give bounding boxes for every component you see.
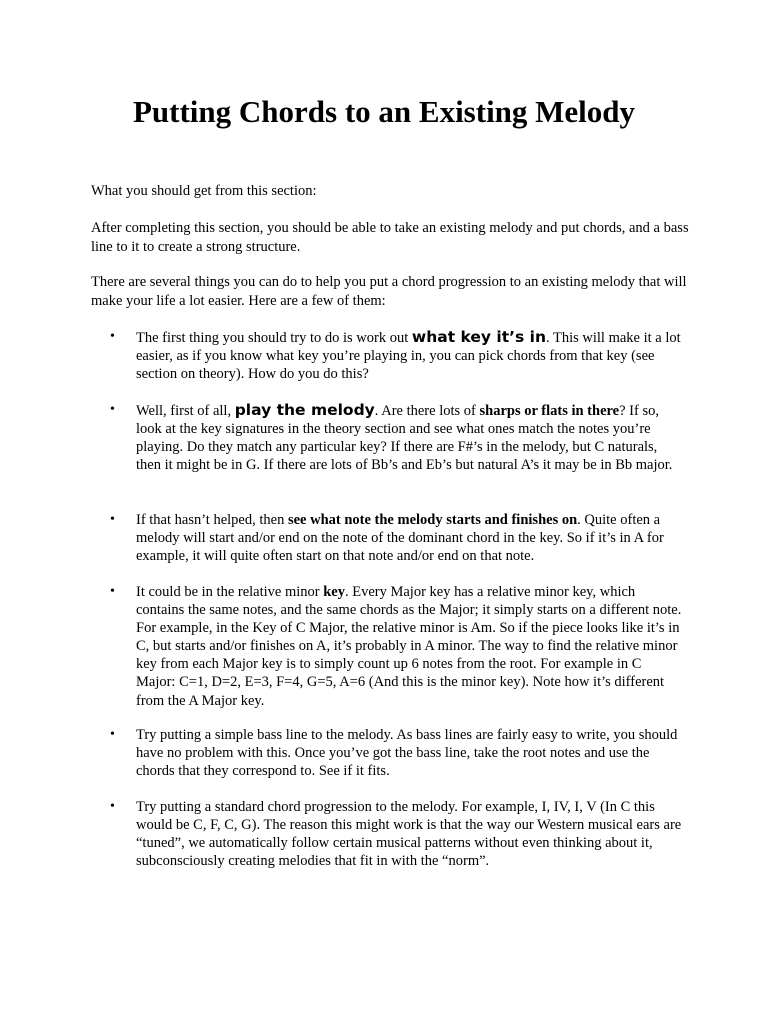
list-item-text: If that hasn’t helped, then	[136, 512, 288, 528]
list-item-text: Try putting a simple bass line to the melody. As bass lines are fairly easy to write, you should have no problem with this. Once you’ve got the bass line, take the root notes and use the chords that they correspond to. See if it fits.	[136, 727, 678, 780]
list-item	[110, 511, 684, 565]
list-item-text: ? If so, look at the key signatures in the theory section and see what ones match the notes you’re playing. Do they match any particular key? If there are F#’s in the melody, but C naturals, then it might be in G. If there are lots of Bb’s and Eb’s but natural A’s it may be in Bb major.	[136, 403, 673, 474]
bullet-marker: •	[110, 799, 115, 814]
bullet-marker: •	[110, 512, 115, 527]
list-item	[110, 583, 684, 710]
bullet-marker: •	[110, 402, 115, 417]
bullet-marker: •	[110, 329, 115, 344]
list-item-text: Try putting a standard chord progression to the melody. For example, I, IV, I, V (In C this would be C, F, C, G). The reason this might work is that the way our Western musical ears are “tuned”, we automatically follow certain musical patterns without even thinking about it, subconsciously creating melodies that fit in with the “norm”.	[136, 799, 682, 870]
intro-heading: What you should get from this section:	[91, 183, 317, 199]
list-item-text: . Are there lots of	[374, 403, 480, 419]
list-item-text: . This will make it a lot easier, as if you know what key you’re playing in, you can pick chords from that key (see section on theory). How do you do this?	[136, 330, 681, 383]
lead-paragraph: There are several things you can do to help you put a chord progression to an existing melody that will make your life a lot easier. Here are a few of them:	[91, 274, 687, 309]
emphasis-text: sharps or flats in there	[479, 403, 620, 419]
list-item	[110, 401, 684, 474]
bullet-marker: •	[110, 727, 115, 742]
list-item	[110, 328, 684, 383]
intro-paragraph: After completing this section, you should be able to take an existing melody and put chords, and a bass line to it to create a strong structure.	[91, 220, 689, 255]
list-item-text: . Quite often a melody will start and/or end on the note of the dominant chord in the key. So if it’s in A for example, it will quite often start on that note and/or end on that note.	[136, 512, 664, 565]
list-item	[110, 798, 684, 870]
bullet-marker: •	[110, 584, 115, 599]
list-item-text: . Every Major key has a relative minor key, which contains the same notes, and the same chords as the Major; it simply starts on a different note. For example, in the Key of C Major, the relative minor is Am. So if the piece looks like it’s in C, but starts and/or finishes on A, it’s probably in A minor. The way to find the relative minor key from each Major key is to simply count up 6 notes from the root. For example in C Major: C=1, D=2, E=3, F=4, G=5, A=6 (And this is the minor key). Note how it’s different from the A Major key.	[136, 584, 682, 709]
list-item-text: The first thing you should try to do is work out	[136, 330, 412, 346]
emphasis-text: see what note the melody starts and finishes on	[287, 512, 578, 528]
emphasis-text: what key it’s in	[411, 328, 546, 346]
list-item-text: It could be in the relative minor	[136, 584, 324, 600]
emphasis-text: key	[323, 584, 345, 600]
page-title: Putting Chords to an Existing Melody	[132, 94, 636, 129]
list-item-text: Well, first of all,	[136, 403, 235, 419]
emphasis-text: play the melody	[234, 401, 375, 419]
list-item	[110, 726, 684, 780]
